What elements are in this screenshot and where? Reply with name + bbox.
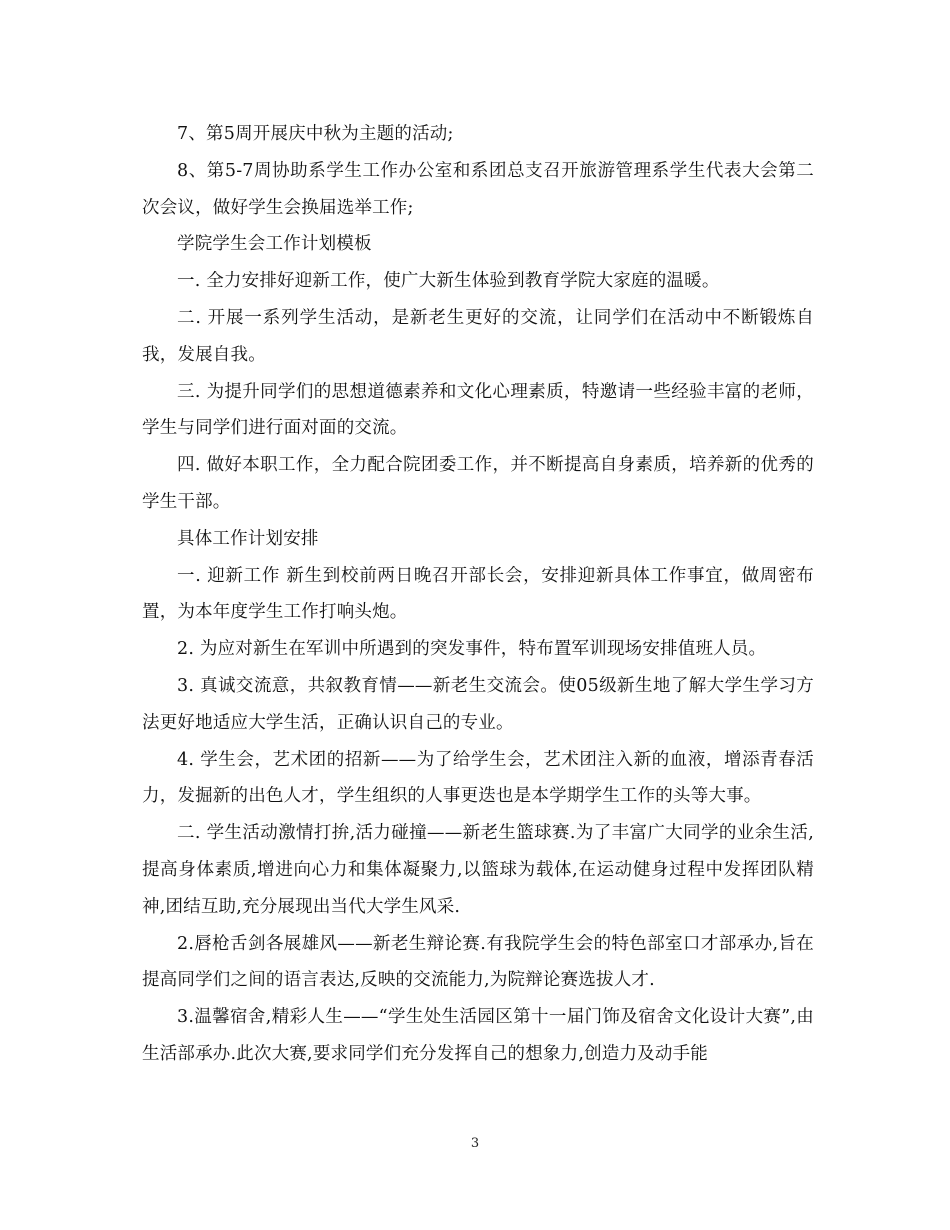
document-body [142,116,814,1073]
paragraph-debate: 2.唇枪舌剑各展雄风——新老生辩论赛.有我院学生会的特色部室口才部承办,旨在提高同学们之间的语言表达,反映的交流能力,为院辩论赛选拔人才. [142,933,814,991]
section-heading-template: 学院学生会工作计划模板 [177,234,372,255]
paragraph-item-8: 8、第5-7周协助系学生工作办公室和系团总支召开旅游管理系学生代表大会第二次会议，做好学生会换届选举工作; [142,160,814,218]
paragraph-point-4: 四. 做好本职工作，全力配合院团委工作，并不断提高自身素质，培养新的优秀的学生干部。 [142,455,814,512]
paragraph-recruitment: 4. 学生会，艺术团的招新——为了给学生会，艺术团注入新的血液，增添青春活力，发掘新的出色人才，学生组织的人事更迭也是本学期学生工作的头等大事。 [142,749,814,807]
paragraph-point-3: 三. 为提升同学们的思想道德素养和文化心理素质，特邀请一些经验丰富的老师，学生与同学们进行面对面的交流。 [142,381,814,439]
paragraph-basketball: 二. 学生活动激情打拚,活力碰撞——新老生篮球赛.为了丰富广大同学的业余生活,提高身体素质,增进向心力和集体凝聚力,以篮球为载体,在运动健身过程中发挥团队精神,团结互助,充分展现出当代大学生风采. [142,823,814,917]
paragraph-point-1: 一. 全力安排好迎新工作，使广大新生体验到教育学院大家庭的温暖。 [177,271,720,292]
paragraph-dormitory: 3.温馨宿舍,精彩人生——“学生处生活园区第十一届门饰及宿舍文化设计大赛”,由生活部承办.此次大赛,要求同学们充分发挥自己的想象力,创造力及动手能 [142,1007,814,1064]
paragraph-point-2: 二. 开展一系列学生活动，是新老生更好的交流，让同学们在活动中不断锻炼自我，发展自我。 [142,307,814,365]
section-heading-schedule: 具体工作计划安排 [177,528,319,549]
paragraph-exchange-meeting: 3. 真诚交流意，共叙教育情——新老生交流会。使05级新生地了解大学生学习方法更好地适应大学生活，正确认识自己的专业。 [142,675,814,733]
paragraph-item-7: 7、第5周开展庆中秋为主题的活动; [177,124,454,144]
paragraph-welcome-work: 一. 迎新工作 新生到校前两日晚召开部长会，安排迎新具体工作事宜，做周密布置，为本年度学生工作打响头炮。 [142,565,814,623]
page-number: 3 [470,1136,480,1151]
paragraph-military-training: 2. 为应对新生在军训中所遇到的突发事件，特布置军训现场安排值班人员。 [177,639,767,660]
